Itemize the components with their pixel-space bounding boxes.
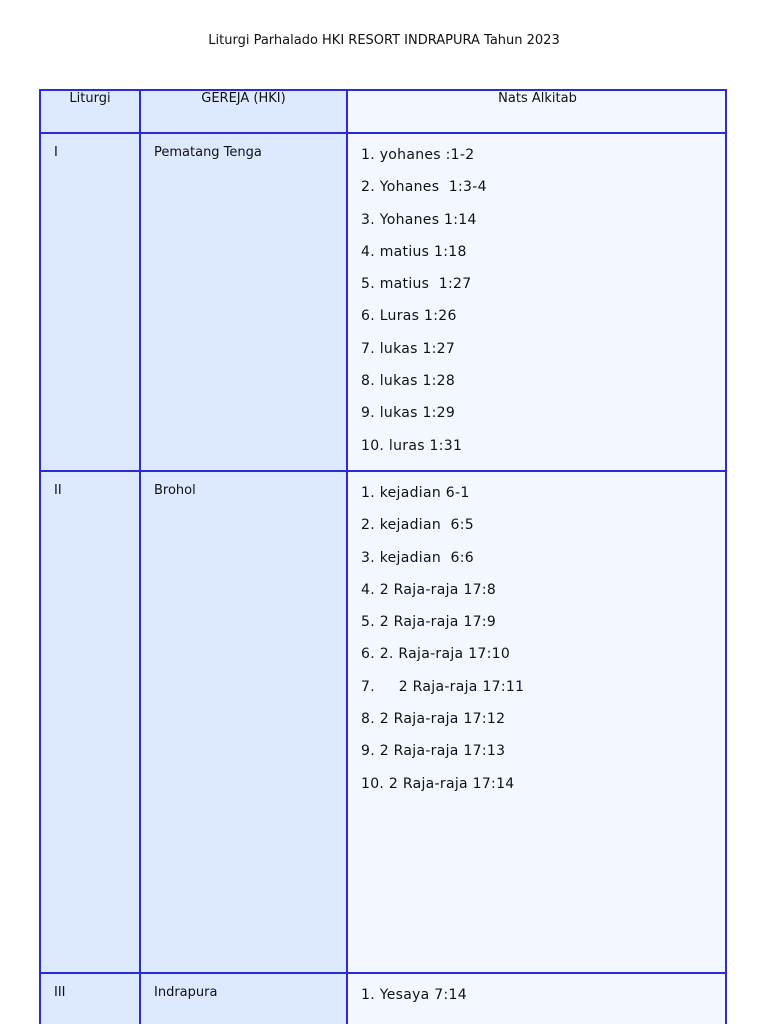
church-cell: [140, 471, 347, 973]
verses-cell: [347, 471, 727, 973]
verse-list: [348, 134, 727, 470]
verse-item: 7. 2 Raja-raja 17:11: [361, 678, 525, 695]
verse-item: 4. 2 Raja-raja 17:8: [361, 581, 497, 598]
liturgi-cell: [41, 471, 140, 973]
liturgi-number: I: [54, 145, 58, 160]
table-row: [41, 973, 727, 1024]
readings-table: [41, 91, 727, 1024]
verse-item: 5. 2 Raja-raja 17:9: [361, 614, 497, 631]
verse-item: 1. yohanes :1-2: [361, 147, 475, 163]
liturgi-number: III: [54, 984, 66, 1000]
church-name: Pematang Tenga: [154, 145, 262, 160]
verse-item: 4. matius 1:18: [361, 243, 467, 260]
verse-item: 6. Luras 1:26: [361, 308, 457, 325]
church-name: Indrapura: [154, 984, 218, 1000]
verse-item: 10. luras 1:31: [361, 437, 463, 454]
header-church: GEREJA (HKI): [140, 91, 347, 133]
verse-item: 2. kejadian 6:5: [361, 517, 474, 534]
readings-table-frame: [39, 89, 727, 1024]
verses-cell: [347, 973, 727, 1024]
header-liturgi: Liturgi: [41, 91, 140, 133]
church-cell: [140, 133, 347, 471]
verse-list: [348, 472, 727, 808]
document-title: Liturgi Parhalado HKI RESORT INDRAPURA Tahun 2023: [208, 33, 560, 48]
verse-list: [348, 974, 727, 1019]
table-header-row: [41, 91, 727, 133]
verse-item: 10. 2 Raja-raja 17:14: [361, 775, 515, 792]
liturgi-number: II: [54, 482, 62, 498]
verse-item: 1. kejadian 6-1: [361, 484, 470, 501]
liturgi-cell: [41, 133, 140, 471]
verse-item: 1. Yesaya 7:14: [361, 986, 467, 1003]
verses-cell: [347, 133, 727, 471]
table-row: [41, 471, 727, 973]
verse-item: 5. matius 1:27: [361, 276, 472, 293]
verse-item: 2. Yohanes 1:3-4: [361, 179, 487, 196]
liturgi-cell: [41, 973, 140, 1024]
church-cell: [140, 973, 347, 1024]
verse-item: 3. kejadian 6:6: [361, 549, 474, 566]
church-name: Brohol: [154, 482, 196, 498]
verse-item: 3. Yohanes 1:14: [361, 211, 477, 228]
verse-item: 8. 2 Raja-raja 17:12: [361, 711, 506, 728]
header-verses: Nats Alkitab: [347, 91, 727, 133]
verse-item: 9. lukas 1:29: [361, 405, 456, 422]
verse-item: 8. lukas 1:28: [361, 373, 456, 390]
verse-item: 6. 2. Raja-raja 17:10: [361, 646, 511, 663]
table-row: [41, 133, 727, 471]
verse-item: 9. 2 Raja-raja 17:13: [361, 743, 506, 760]
verse-item: 7. lukas 1:27: [361, 340, 456, 357]
